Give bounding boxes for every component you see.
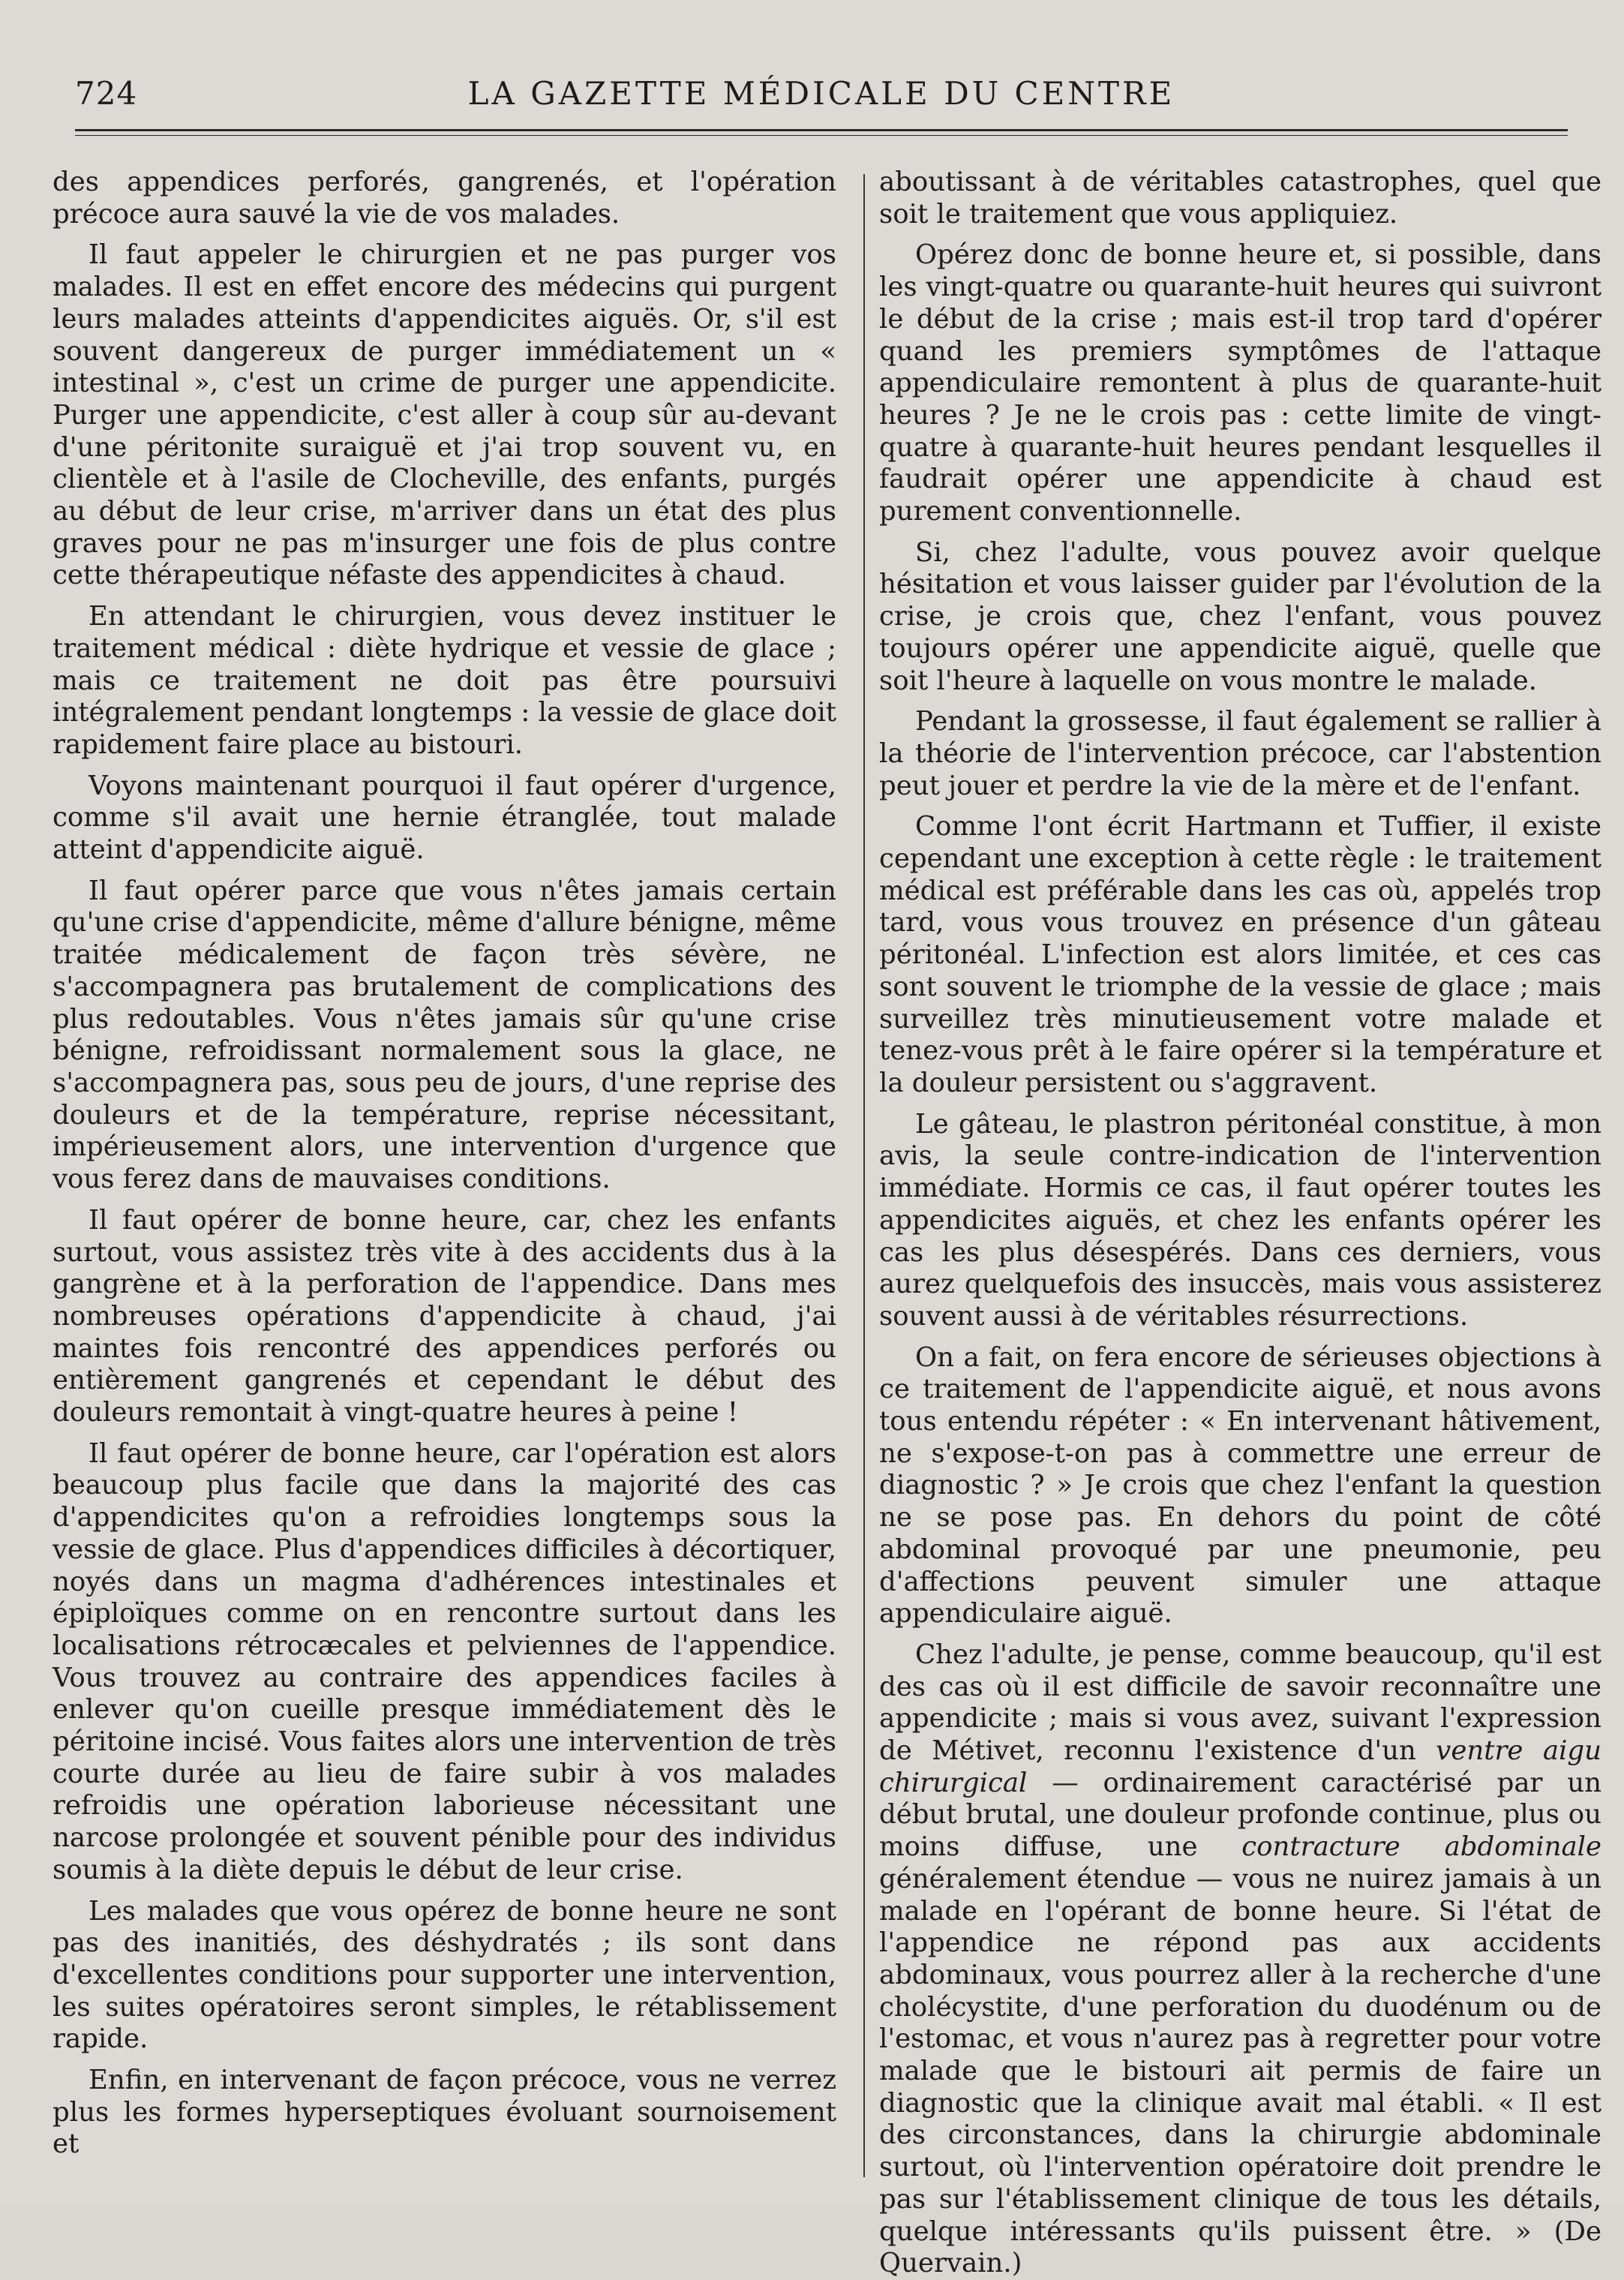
paragraph-text: Chez l'adulte, je pense, comme beaucoup, qu'il est des cas où il est difficile de savoir reconnaître une appendicite ; mais si vous avez, suivant l'expression de Métivet, reconnu l'existence d'un — [879, 1639, 1601, 1767]
paragraph: Les malades que vous opérez de bonne heure ne sont pas des inanitiés, des déshydratés ; ils sont dans d'excellentes conditions pour supporter une intervention, les suites opératoires seront simples, le rétablissement rapide. — [53, 1895, 836, 2055]
italic-term: contracture abdominale — [1241, 1831, 1601, 1863]
paragraph: Voyons maintenant pourquoi il faut opérer d'urgence, comme s'il avait une hernie étranglée, tout malade atteint d'appendicite aiguë. — [53, 770, 836, 866]
paragraph: Le gâteau, le plastron péritonéal constitue, à mon avis, la seule contre-indication de l'intervention immédiate. Hormis ce cas, il faut opérer toutes les appendicites aiguës, et chez les enfants opérer les cas les plus désespérés. Dans ces derniers, vous aurez quelquefois des insuccès, mais vous assisterez souvent aussi à de véritables résurrections. — [879, 1108, 1601, 1332]
paragraph: Si, chez l'adulte, vous pouvez avoir quelque hésitation et vous laisser guider par l'évolution de la crise, je crois que, chez l'enfant, vous pouvez toujours opérer une appendicite aiguë, quelle que soit l'heure à laquelle on vous montre le malade. — [879, 536, 1601, 696]
paragraph: Enfin, en intervenant de façon précoce, vous ne verrez plus les formes hyperseptiques évoluant sournoisement et — [53, 2065, 836, 2160]
column-divider — [863, 174, 865, 2177]
paragraph: Il faut opérer parce que vous n'êtes jamais certain qu'une crise d'appendicite, même d'allure bénigne, même traitée médicalement de façon très sévère, ne s'accompagnera pas brutalement de complications des plus redoutables. Vous n'êtes jamais sûr qu'une crise bénigne, refroidissant normalement sous la glace, ne s'accompagnera pas, sous peu de jours, d'une reprise des douleurs et de la température, reprise nécessitant, impérieusement alors, une intervention d'urgence que vous ferez dans de mauvaises conditions. — [53, 875, 836, 1195]
header-rule-thin — [75, 135, 1568, 136]
paragraph: Pendant la grossesse, il faut également se rallier à la théorie de l'intervention précoce, car l'abstention peut jouer et perdre la vie de la mère et de l'enfant. — [879, 706, 1601, 801]
paragraph: Il faut appeler le chirurgien et ne pas purger vos malades. Il est en effet encore des médecins qui purgent leurs malades atteints d'appendicites aiguës. Or, s'il est souvent dangereux de purger immédiatement un « intestinal », c'est un crime de purger une appendicite. Purger une appendicite, c'est aller à coup sûr au-devant d'une péritonite suraiguë et j'ai trop souvent vu, en clientèle et à l'asile de Clocheville, des enfants, purgés au début de leur crise, m'arriver dans un état des plus graves pour ne pas m'insurger une fois de plus contre cette thérapeutique néfaste des appendicites à chaud. — [53, 239, 836, 591]
page-number: 724 — [75, 75, 138, 112]
paragraph — [879, 1639, 1601, 2280]
paragraph: des appendices perforés, gangrenés, et l'opération précoce aura sauvé la vie de vos malades. — [53, 167, 836, 230]
paragraph: Opérez donc de bonne heure et, si possible, dans les vingt-quatre ou quarante-huit heures qui suivront le début de la crise ; mais est-il trop tard d'opérer quand les premiers symptômes de l'attaque appendiculaire remontent à plus de quarante-huit heures ? Je ne le crois pas : cette limite de vingt-quatre à quarante-huit heures pendant lesquelles il faudrait opérer une appendicite à chaud est purement conventionnelle. — [879, 239, 1601, 527]
journal-title: LA GAZETTE MÉDICALE DU CENTRE — [467, 75, 1175, 112]
header-rule — [75, 129, 1568, 131]
right-column — [879, 167, 1601, 2280]
paragraph: On a fait, on fera encore de sérieuses objections à ce traitement de l'appendicite aiguë, et nous avons tous entendu répéter : « En intervenant hâtivement, ne s'expose-t-on pas à commettre une erreur de diagnostic ? » Je crois que chez l'enfant la question ne se pose pas. En dehors du point de côté abdominal provoqué par une pneumonie, peu d'affections peuvent simuler une attaque appendiculaire aiguë. — [879, 1341, 1601, 1630]
paragraph: Il faut opérer de bonne heure, car l'opération est alors beaucoup plus facile que dans la majorité des cas d'appendicites qu'on a refroidies longtemps sous la vessie de glace. Plus d'appendices difficiles à décortiquer, noyés dans un magma d'adhérences intestinales et épiploïques comme on en rencontre surtout dans les localisations rétrocæcales et pelviennes de l'appendice. Vous trouvez au contraire des appendices faciles à enlever qu'on cueille presque immédiatement dès le péritoine incisé. Vous faites alors une intervention de très courte durée au lieu de faire subir à vos malades refroidis une opération laborieuse nécessitant une narcose prolongée et souvent pénible pour des individus soumis à la diète depuis le début de leur crise. — [53, 1437, 836, 1885]
paragraph: Il faut opérer de bonne heure, car, chez les enfants surtout, vous assistez très vite à des accidents dus à la gangrène et à la perforation de l'appendice. Dans mes nombreuses opérations d'appendicite à chaud, j'ai maintes fois rencontré des appendices perforés ou entièrement gangrenés et cependant le début des douleurs remontait à vingt-quatre heures à peine ! — [53, 1204, 836, 1428]
paragraph: aboutissant à de véritables catastrophes, quel que soit le traitement que vous appliquiez. — [879, 167, 1601, 230]
paragraph: En attendant le chirurgien, vous devez instituer le traitement médical : diète hydrique et vessie de glace ; mais ce traitement ne doit pas être poursuivi intégralement pendant longtemps : la vessie de glace doit rapidement faire place au bistouri. — [53, 601, 836, 760]
page-header — [75, 69, 1568, 129]
paragraph: Comme l'ont écrit Hartmann et Tuffier, il existe cependant une exception à cette règle : le traitement médical est préférable dans les cas où, appelés trop tard, vous vous trouvez en présence d'un gâteau péritonéal. L'infection est alors limitée, et ces cas sont souvent le triomphe de la vessie de glace ; mais surveillez très minutieusement votre malade et tenez-vous prêt à le faire opérer si la température et la douleur persistent ou s'aggravent. — [879, 811, 1601, 1098]
left-column — [53, 167, 836, 2161]
italic-term: ventre aigu chirurgical — [879, 1735, 1601, 1798]
paragraph-text: — ordinairement caractérisé par un début brutal, une douleur profonde continue, plus ou moins diffuse, une — [879, 1767, 1601, 1863]
paragraph-text: généralement étendue — vous ne nuirez jamais à un malade en l'opérant de bonne heure. Si l'état de l'appendice ne répond pas aux accidents abdominaux, vous pourrez aller à la recherche d'une cholécystite, d'une perforation du duodénum ou de l'estomac, et vous n'aurez pas à regretter pour votre malade que le bistouri ait permis de faire un diagnostic que la clinique avait mal établi. « Il est des circonstances, dans la chirurgie abdominale surtout, où l'intervention opératoire doit prendre le pas sur l'établissement clinique de tous les détails, quelque intéressants qu'ils puissent être. » (De Quervain.) — [879, 1863, 1601, 2279]
